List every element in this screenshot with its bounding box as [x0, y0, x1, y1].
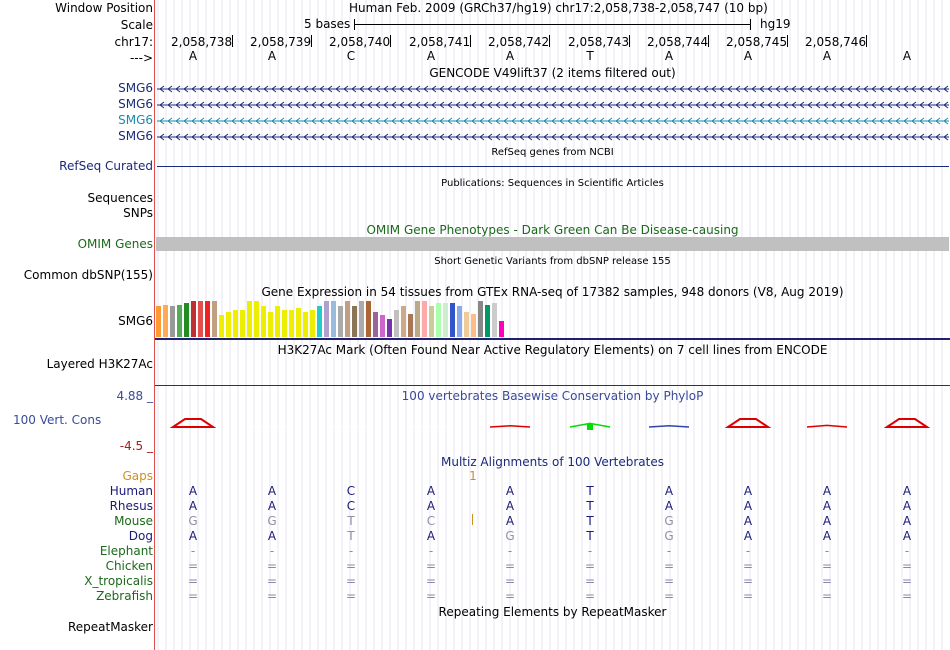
gtex-tissue-bar[interactable]: [345, 301, 350, 337]
alignment-base: A: [426, 529, 436, 543]
gtex-tissue-bar[interactable]: [331, 301, 336, 337]
base-letter: A: [188, 49, 198, 63]
alignment-base: =: [504, 574, 516, 588]
gtex-tissue-bar[interactable]: [450, 303, 455, 337]
alignment-base: G: [188, 514, 198, 528]
gtex-tissue-bar[interactable]: [380, 315, 385, 337]
alignment-base: =: [345, 589, 357, 603]
alignment-base: =: [425, 559, 437, 573]
alignment-base: T: [586, 514, 594, 528]
gtex-tissue-bar[interactable]: [261, 306, 266, 337]
gtex-separator: [155, 338, 950, 340]
gtex-tissue-bar[interactable]: [212, 301, 217, 337]
base-letter: A: [822, 49, 832, 63]
gtex-tissue-bar[interactable]: [338, 306, 343, 337]
publications-sequences-label[interactable]: Sequences: [87, 191, 153, 205]
base-letter: A: [902, 49, 912, 63]
refseq-gene-line[interactable]: [157, 166, 949, 167]
position-tick: [311, 35, 312, 47]
alignment-base: =: [187, 589, 199, 603]
alignment-base: A: [426, 484, 436, 498]
gtex-tissue-bar[interactable]: [254, 301, 259, 337]
publications-snps-label[interactable]: SNPs: [123, 206, 153, 220]
dbsnp-label[interactable]: Common dbSNP(155): [23, 268, 153, 282]
gtex-tissue-bar[interactable]: [429, 306, 434, 337]
alignment-base: =: [742, 574, 754, 588]
base-letter: C: [346, 49, 356, 63]
alignment-base: A: [822, 529, 832, 543]
base-letter: A: [267, 49, 277, 63]
position-tick: [390, 35, 391, 47]
alignment-base: =: [742, 589, 754, 603]
alignment-base: -: [745, 544, 751, 558]
gtex-tissue-bar[interactable]: [233, 310, 238, 337]
multiz-track-title[interactable]: Multiz Alignments of 100 Vertebrates: [440, 455, 665, 469]
refseq-label[interactable]: RefSeq Curated: [59, 159, 153, 173]
mouse-insertion-mark: [472, 514, 473, 525]
gtex-tissue-bar[interactable]: [170, 306, 175, 337]
alignment-base: A: [267, 499, 277, 513]
alignment-base: C: [346, 499, 356, 513]
gtex-track-title[interactable]: Gene Expression in 54 tissues from GTEx RNA-seq of 17382 samples, 948 donors (V8, Aug 2019): [261, 285, 844, 299]
h3k27ac-track-title[interactable]: H3K27Ac Mark (Often Found Near Active Regulatory Elements) on 7 cell lines from ENCODE: [277, 343, 828, 357]
alignment-base: =: [821, 559, 833, 573]
scale-assembly: hg19: [760, 17, 791, 31]
gencode-item-label[interactable]: SMG6: [118, 81, 153, 95]
base-letter: T: [586, 49, 594, 63]
alignment-base: -: [348, 544, 354, 558]
gaps-mark: 1: [469, 469, 477, 483]
alignment-base: T: [347, 514, 355, 528]
window-position-label: Window Position: [55, 1, 153, 15]
position-tick: [629, 35, 630, 47]
alignment-base: A: [664, 499, 674, 513]
alignment-base: =: [425, 574, 437, 588]
alignment-base: =: [821, 574, 833, 588]
alignment-base: C: [426, 514, 436, 528]
alignment-base: =: [266, 589, 278, 603]
scale-label: Scale: [120, 18, 153, 32]
gtex-tissue-bar[interactable]: [275, 306, 280, 337]
gencode-item-label[interactable]: SMG6: [118, 113, 153, 127]
species-label[interactable]: Dog: [128, 529, 153, 543]
omim-label[interactable]: OMIM Genes: [77, 237, 153, 251]
alignment-base: A: [505, 484, 515, 498]
publications-track-title[interactable]: Publications: Sequences in Scientific Articles: [441, 178, 664, 189]
alignment-base: A: [267, 484, 277, 498]
phylop-peak: [173, 419, 213, 427]
alignment-base: A: [664, 484, 674, 498]
omim-track-title[interactable]: OMIM Gene Phenotypes - Dark Green Can Be Disease-causing: [366, 223, 739, 237]
alignment-base: =: [504, 589, 516, 603]
alignment-base: =: [584, 574, 596, 588]
position-tick: [708, 35, 709, 47]
alignment-base: -: [666, 544, 672, 558]
repeatmasker-track-title[interactable]: Repeating Elements by RepeatMasker: [438, 605, 667, 619]
refseq-track-title[interactable]: RefSeq genes from NCBI: [491, 147, 614, 158]
alignment-base: =: [901, 589, 913, 603]
gtex-tissue-bar[interactable]: [352, 306, 357, 337]
alignment-base: A: [743, 529, 753, 543]
alignment-base: T: [347, 529, 355, 543]
alignment-base: A: [267, 529, 277, 543]
label-divider: [154, 0, 155, 650]
scale-bar-right-tick: [750, 19, 751, 30]
species-label[interactable]: Rhesus: [109, 499, 153, 513]
gtex-tissue-bar[interactable]: [492, 303, 497, 337]
position-label: 2,058,740: [329, 35, 391, 49]
alignment-base: =: [425, 589, 437, 603]
phylop-min-label: -4.5 _: [119, 439, 153, 453]
alignment-base: =: [187, 559, 199, 573]
gtex-tissue-bar[interactable]: [296, 308, 301, 337]
alignment-base: A: [902, 529, 912, 543]
gtex-tissue-bar[interactable]: [289, 310, 294, 337]
alignment-base: -: [904, 544, 910, 558]
species-label[interactable]: X_tropicalis: [84, 574, 153, 588]
alignment-base: -: [587, 544, 593, 558]
alignment-base: A: [188, 529, 198, 543]
gtex-tissue-bar[interactable]: [464, 312, 469, 337]
alignment-base: A: [902, 484, 912, 498]
phylop-track-title[interactable]: 100 vertebrates Basewise Conservation by PhyloP: [401, 389, 704, 403]
alignment-base: =: [584, 559, 596, 573]
gtex-tissue-bar[interactable]: [219, 315, 224, 337]
alignment-base: -: [824, 544, 830, 558]
phylop-peak: [807, 425, 847, 427]
gaps-label[interactable]: Gaps: [122, 469, 153, 483]
position-tick: [787, 35, 788, 47]
position-tick: [232, 35, 233, 47]
alignment-base: -: [190, 544, 196, 558]
gencode-gene-line[interactable]: [157, 100, 949, 110]
alignment-base: -: [269, 544, 275, 558]
alignment-base: A: [902, 499, 912, 513]
gencode-gene-line[interactable]: [157, 84, 949, 94]
alignment-base: =: [821, 589, 833, 603]
alignment-base: A: [822, 484, 832, 498]
gtex-label[interactable]: SMG6: [118, 314, 153, 328]
species-label[interactable]: Zebrafish: [96, 589, 153, 603]
gtex-tissue-bar[interactable]: [310, 310, 315, 337]
gtex-tissue-bar[interactable]: [317, 306, 322, 337]
gtex-tissue-bar[interactable]: [401, 306, 406, 337]
base-letter: A: [426, 49, 436, 63]
position-label: 2,058,742: [488, 35, 550, 49]
alignment-base: A: [743, 514, 753, 528]
alignment-base: =: [742, 559, 754, 573]
alignment-base: G: [267, 514, 277, 528]
dbsnp-track-title[interactable]: Short Genetic Variants from dbSNP release 155: [434, 256, 671, 267]
phylop-chart[interactable]: [155, 410, 950, 440]
alignment-base: =: [901, 559, 913, 573]
alignment-base: =: [187, 574, 199, 588]
gtex-tissue-bar[interactable]: [443, 303, 448, 337]
alignment-base: A: [743, 499, 753, 513]
phylop-max-label: 4.88 _: [116, 389, 153, 403]
alignment-base: =: [663, 559, 675, 573]
alignment-base: A: [426, 499, 436, 513]
alignment-base: C: [346, 484, 356, 498]
gtex-tissue-bar[interactable]: [247, 301, 252, 337]
gtex-tissue-bar[interactable]: [268, 312, 273, 337]
alignment-base: =: [345, 559, 357, 573]
gencode-track-title[interactable]: GENCODE V49lift37 (2 items filtered out): [429, 66, 676, 80]
position-label: 2,058,741: [409, 35, 471, 49]
gtex-tissue-bar[interactable]: [366, 301, 371, 337]
scale-text: 5 bases: [304, 17, 351, 31]
gtex-tissue-bar[interactable]: [191, 301, 196, 337]
gtex-tissue-bar[interactable]: [415, 301, 420, 337]
gtex-tissue-bar[interactable]: [177, 305, 182, 337]
phylop-peak: [728, 419, 768, 427]
alignment-base: A: [902, 514, 912, 528]
phylop-label[interactable]: 100 Vert. Cons: [13, 413, 102, 427]
species-label[interactable]: Elephant: [99, 544, 153, 558]
gencode-gene-line[interactable]: [157, 132, 949, 142]
species-label[interactable]: Human: [109, 484, 153, 498]
strand-label: --->: [129, 51, 153, 65]
omim-gene-bar[interactable]: [156, 237, 949, 251]
gtex-tissue-bar[interactable]: [422, 301, 427, 337]
scale-bar-left-tick: [354, 19, 355, 30]
gtex-tissue-bar[interactable]: [373, 312, 378, 337]
alignment-base: =: [584, 589, 596, 603]
alignment-base: -: [428, 544, 434, 558]
gtex-tissue-bar[interactable]: [485, 305, 490, 337]
gtex-tissue-bar[interactable]: [240, 310, 245, 337]
alignment-base: =: [901, 574, 913, 588]
gtex-tissue-bar[interactable]: [436, 303, 441, 337]
alignment-base: =: [266, 559, 278, 573]
alignment-base: T: [586, 529, 594, 543]
gtex-tissue-bar[interactable]: [303, 312, 308, 337]
alignment-base: G: [505, 529, 515, 543]
alignment-base: A: [188, 499, 198, 513]
alignment-base: =: [266, 574, 278, 588]
alignment-base: A: [822, 514, 832, 528]
species-label[interactable]: Chicken: [105, 559, 153, 573]
chrom-label: chr17:: [114, 35, 153, 49]
gtex-tissue-bar[interactable]: [457, 306, 462, 337]
phylop-peak: [490, 426, 530, 427]
phylop-peak: [649, 426, 689, 427]
alignment-base: =: [504, 559, 516, 573]
position-label: 2,058,746: [805, 35, 867, 49]
gtex-tissue-bar[interactable]: [499, 321, 504, 337]
gencode-item-label[interactable]: SMG6: [118, 97, 153, 111]
position-tick: [549, 35, 550, 47]
gtex-tissue-bar[interactable]: [471, 314, 476, 337]
gtex-tissue-bar[interactable]: [478, 301, 483, 337]
base-letter: A: [743, 49, 753, 63]
gencode-item-label[interactable]: SMG6: [118, 129, 153, 143]
alignment-base: =: [663, 589, 675, 603]
gtex-tissue-bar[interactable]: [282, 310, 287, 337]
position-label: 2,058,739: [250, 35, 312, 49]
scale-bar: [354, 24, 751, 25]
species-label[interactable]: Mouse: [114, 514, 153, 528]
gencode-gene-line[interactable]: [157, 116, 949, 126]
position-label: 2,058,738: [171, 35, 233, 49]
alignment-base: A: [188, 484, 198, 498]
alignment-base: G: [664, 514, 674, 528]
gtex-tissue-bar[interactable]: [394, 310, 399, 337]
h3k27ac-baseline: [155, 385, 950, 386]
window-position-value: Human Feb. 2009 (GRCh37/hg19) chr17:2,058,738-2,058,747 (10 bp): [349, 1, 768, 15]
alignment-base: -: [507, 544, 513, 558]
position-label: 2,058,744: [647, 35, 709, 49]
alignment-base: A: [505, 514, 515, 528]
alignment-base: G: [664, 529, 674, 543]
gtex-tissue-bar[interactable]: [184, 303, 189, 337]
position-label: 2,058,743: [568, 35, 630, 49]
alignment-base: A: [743, 484, 753, 498]
repeatmasker-label[interactable]: RepeatMasker: [67, 620, 153, 634]
alignment-base: T: [586, 484, 594, 498]
position-tick: [470, 35, 471, 47]
gtex-tissue-bar[interactable]: [205, 301, 210, 337]
gtex-tissue-bar[interactable]: [324, 301, 329, 337]
alignment-base: =: [345, 574, 357, 588]
alignment-base: A: [822, 499, 832, 513]
gtex-tissue-bar[interactable]: [198, 301, 203, 337]
phylop-peak: [887, 419, 927, 427]
base-letter: A: [505, 49, 515, 63]
position-label: 2,058,745: [726, 35, 788, 49]
gtex-tissue-bar[interactable]: [359, 301, 364, 337]
position-tick: [866, 35, 867, 47]
h3k27ac-label[interactable]: Layered H3K27Ac: [46, 357, 153, 371]
gtex-tissue-bar[interactable]: [387, 319, 392, 337]
gtex-tissue-bar[interactable]: [163, 305, 168, 337]
alignment-base: A: [505, 499, 515, 513]
base-letter: A: [664, 49, 674, 63]
gtex-tissue-bar[interactable]: [408, 314, 413, 337]
alignment-base: =: [663, 574, 675, 588]
alignment-base: T: [586, 499, 594, 513]
gtex-tissue-bar[interactable]: [156, 306, 161, 337]
gtex-tissue-bar[interactable]: [226, 312, 231, 337]
